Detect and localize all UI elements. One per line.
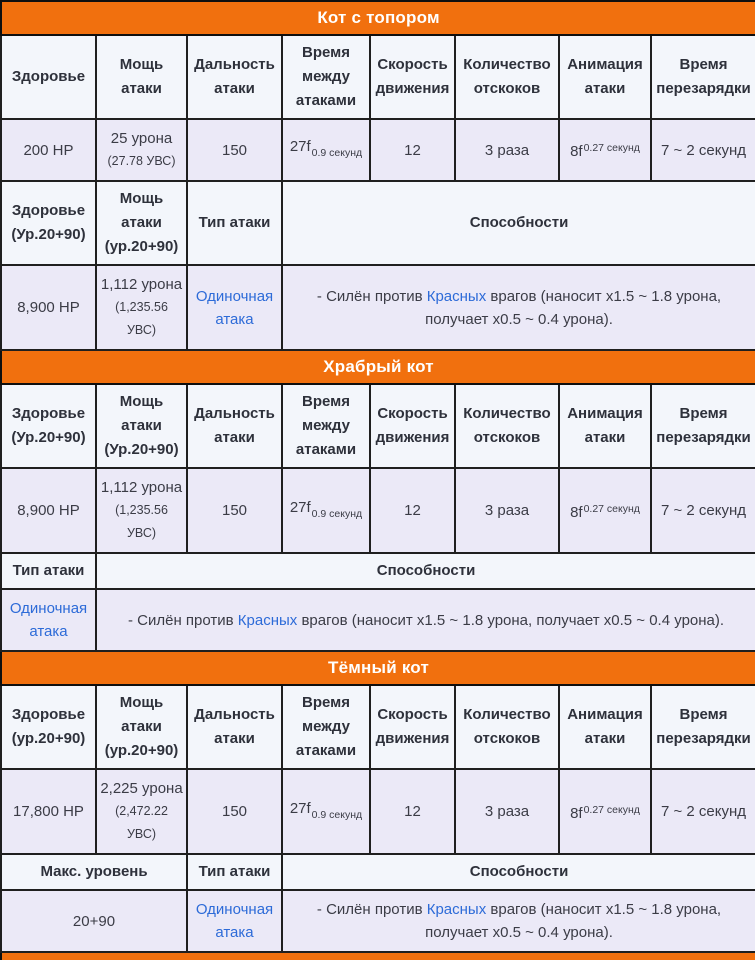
enemy-type-link[interactable]: Красных [426,287,487,305]
frequency-seconds: 0.9 секунд [311,507,363,520]
recharge-time-header: Время перезарядки [651,685,755,769]
health-lvl-header: Здоровье (Ур.20+90) [1,181,96,265]
ability-text-suffix: врагов (наносит x1.5 ~ 1.8 урона, получает x0.5 ~ 0.4 урона). [297,611,725,629]
next-section-title-bar [1,952,755,960]
max-level-header: Макс. уровень [1,854,187,890]
attack-range-header: Дальность атаки [187,384,282,468]
attack-frequency-cell [282,468,370,553]
stat-header-row [1,384,755,468]
next-section-title-row-cut [1,952,755,960]
attack-type-cell [187,265,282,350]
attack-power-header: Мощь атаки (ур.20+90) [96,685,187,769]
section-title-row [1,350,755,384]
attack-power-cell [96,119,187,181]
attack-value: 1,112 урона [100,276,183,293]
knockbacks-cell: 3 раза [455,468,559,553]
info-header-row [1,181,755,265]
attack-type-cell [187,890,282,952]
ability-text-prefix: - Силён против [316,287,427,305]
movement-speed-header: Скорость движения [370,384,455,468]
attack-animation-cell [559,119,651,181]
attack-range-header: Дальность атаки [187,35,282,119]
animation-frames: 8f [570,804,583,822]
ability-text-prefix: - Силён против [128,611,238,629]
section-title: Тёмный кот [1,651,755,685]
attack-animation-cell [559,769,651,854]
frequency-seconds: 0.9 секунд [311,808,363,821]
attack-dps-value: (2,472.22 УВС) [115,804,168,841]
attack-frequency-cell [282,119,370,181]
attack-value: 25 урона [110,130,173,147]
info-value-row [1,890,755,952]
frequency-frames: 27f [289,498,311,516]
stat-header-row [1,35,755,119]
frequency-seconds: 0.9 секунд [311,147,363,159]
attack-power-header: Мощь атаки (Ур.20+90) [96,384,187,468]
attack-animation-cell [559,468,651,553]
abilities-cell [282,265,755,350]
attack-dps-value: (1,235.56 УВС) [115,503,168,540]
frequency-frames: 27f [289,138,311,155]
attack-frequency-header: Время между атаками [282,685,370,769]
attack-type-link[interactable]: Одиночная атака [195,287,274,328]
info-header-row [1,854,755,890]
animation-frames: 8f [570,143,583,160]
knockbacks-header: Количество отскоков [455,384,559,468]
abilities-header: Способности [282,854,755,890]
movement-speed-header: Скорость движения [370,35,455,119]
health-cell: 8,900 HP [1,468,96,553]
knockbacks-header: Количество отскоков [455,35,559,119]
abilities-cell [282,890,755,952]
health-lvl-cell: 8,900 HP [1,265,96,350]
attack-value: 2,225 урона [100,780,183,797]
attack-value: 1,112 урона [100,479,183,496]
animation-frames: 8f [570,503,583,521]
attack-type-link[interactable]: Одиночная атака [195,901,274,941]
max-level-cell: 20+90 [1,890,187,952]
knockbacks-header: Количество отскоков [455,685,559,769]
recharge-time-cell: 7 ~ 2 секунд [651,769,755,854]
health-header: Здоровье [1,35,96,119]
stat-value-row [1,769,755,854]
recharge-time-cell: 7 ~ 2 секунд [651,119,755,181]
attack-animation-header: Анимация атаки [559,384,651,468]
info-value-row [1,265,755,350]
animation-seconds: 0.27 секунд [583,142,640,154]
attack-type-header: Тип атаки [187,854,282,890]
stat-value-row [1,468,755,553]
movement-speed-cell: 12 [370,468,455,553]
health-cell: 17,800 HP [1,769,96,854]
stat-header-row [1,685,755,769]
attack-animation-header: Анимация атаки [559,35,651,119]
ability-text-suffix: врагов (наносит x1.5 ~ 1.8 урона, получает x0.5 ~ 0.4 урона). [425,901,722,941]
attack-type-cell [1,589,96,651]
section-title-row [1,651,755,685]
attack-range-cell: 150 [187,119,282,181]
attack-power-cell [96,468,187,553]
info-header-row [1,553,755,589]
recharge-time-cell: 7 ~ 2 секунд [651,468,755,553]
animation-seconds: 0.27 секунд [583,502,640,515]
recharge-time-header: Время перезарядки [651,384,755,468]
health-header: Здоровье (ур.20+90) [1,685,96,769]
movement-speed-header: Скорость движения [370,685,455,769]
section-title: Кот с топором [1,1,755,35]
attack-power-header: Мощь атаки [96,35,187,119]
knockbacks-cell: 3 раза [455,119,559,181]
stat-value-row [1,119,755,181]
health-header: Здоровье (Ур.20+90) [1,384,96,468]
attack-type-header: Тип атаки [1,553,96,589]
attack-frequency-cell [282,769,370,854]
attack-range-header: Дальность атаки [187,685,282,769]
attack-animation-header: Анимация атаки [559,685,651,769]
abilities-cell [96,589,755,651]
animation-seconds: 0.27 секунд [583,803,640,816]
ability-text-prefix: - Силён против [316,901,427,918]
attack-frequency-header: Время между атаками [282,35,370,119]
enemy-type-link[interactable]: Красных [237,611,298,629]
abilities-header: Способности [96,553,755,589]
movement-speed-cell: 12 [370,769,455,854]
section-title: Храбрый кот [1,350,755,384]
attack-dps-value: (27.78 УВС) [107,154,176,168]
info-value-row [1,589,755,651]
section-title-row [1,1,755,35]
attack-type-header: Тип атаки [187,181,282,265]
knockbacks-cell: 3 раза [455,769,559,854]
enemy-type-link[interactable]: Красных [426,901,487,918]
attack-range-cell: 150 [187,769,282,854]
attack-power-cell [96,769,187,854]
health-cell: 200 HP [1,119,96,181]
attack-lvl-cell [96,265,187,350]
attack-dps-value: (1,235.56 УВС) [115,300,168,337]
ability-text-suffix: врагов (наносит x1.5 ~ 1.8 урона, получает x0.5 ~ 0.4 урона). [425,287,722,328]
attack-type-link[interactable]: Одиночная атака [9,600,88,640]
abilities-header: Способности [282,181,755,265]
attack-lvl-header: Мощь атаки (ур.20+90) [96,181,187,265]
recharge-time-header: Время перезарядки [651,35,755,119]
frequency-frames: 27f [289,799,311,817]
attack-range-cell: 150 [187,468,282,553]
attack-frequency-header: Время между атаками [282,384,370,468]
movement-speed-cell: 12 [370,119,455,181]
